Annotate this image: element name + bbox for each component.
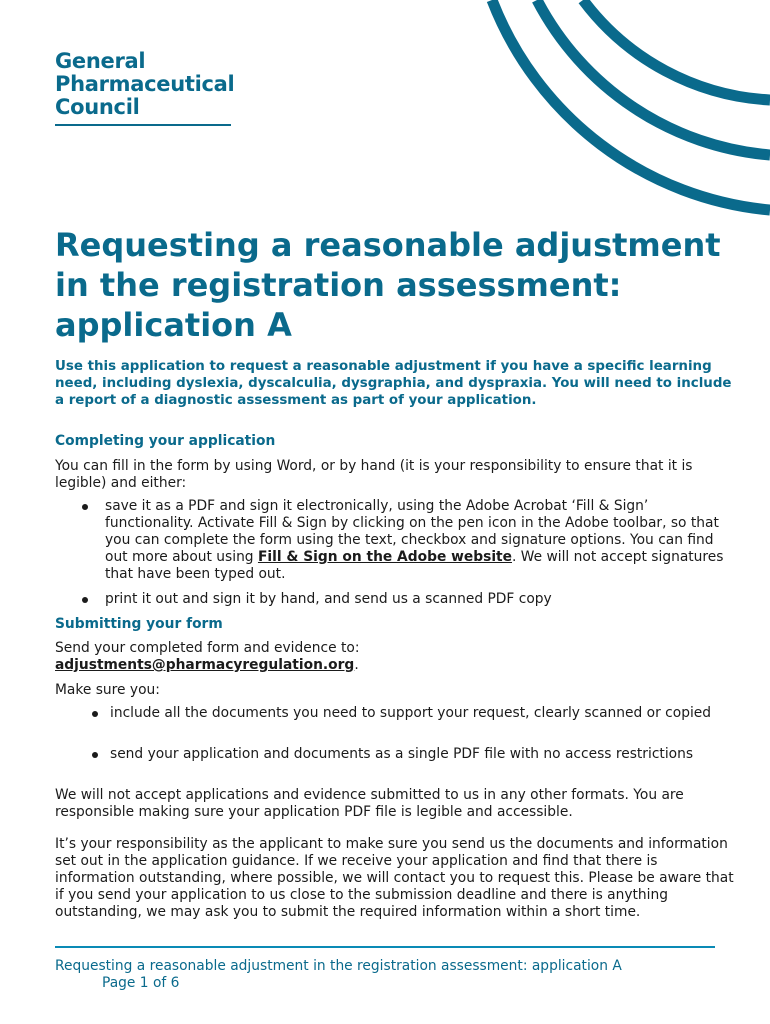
logo-line-1: General — [55, 49, 146, 73]
submitting-bullet-1: include all the documents you need to support your request, clearly scanned or copied — [110, 705, 712, 721]
paragraph-text: Send your completed form and evidence to: — [55, 640, 360, 656]
gphc-logo — [55, 50, 234, 119]
formats-paragraph: We will not accept applications and evidence submitted to us in any other formats. You are responsible making sure your application PDF file is legible and accessible. — [55, 787, 684, 820]
submitting-paragraph — [55, 640, 415, 674]
responsibility-paragraph: It’s your responsibility as the applicant to make sure you send us the documents and information set out in the application guidance. If we receive your application and find that there is information outstanding, where possible, we will contact you to request this. Please be aware that if you send your application to us close to the submission deadline and there is anything outstanding, we may ask you to submit the required information within a short time. — [55, 836, 734, 920]
footer-divider — [55, 946, 715, 948]
submitting-heading: Submitting your form — [55, 616, 223, 632]
logo-line-3: Council — [55, 95, 140, 119]
page-number: Page 1 of 6 — [102, 975, 180, 991]
email-link[interactable]: adjustments@pharmacyregulation.org — [55, 657, 355, 673]
intro-text: Use this application to request a reasonable adjustment if you have a specific learning need, including dyslexia, dyscalculia, dysgraphia, and dyspraxia. You will need to include a report of a diagnostic assessment as part of your application. — [55, 359, 732, 409]
bullet-text: . We will not accept signatures that have been typed out. — [105, 549, 724, 582]
logo-line-2: Pharmaceutical — [55, 72, 235, 96]
completing-bullet-1 — [105, 498, 725, 583]
bullet-dot — [92, 752, 98, 758]
bullet-text: save it as a PDF and sign it electronically, using the Adobe Acrobat ‘Fill & Sign’ functionality. Activate Fill & Sign by clicking on the pen icon in the Adobe toolbar, so that you can complete the form using the text, checkbox and signature options. You can find out more about using — [105, 498, 719, 565]
paragraph-text: . — [354, 657, 359, 673]
make-sure-text: Make sure you: — [55, 682, 160, 698]
page-footer — [55, 958, 735, 992]
completing-paragraph: You can fill in the form by using Word, or by hand (it is your responsibility to ensure that it is legible) and either: — [55, 458, 693, 491]
page-title: Requesting a reasonable adjustment in the registration assessment: application A — [55, 226, 721, 344]
bullet-dot — [82, 504, 88, 510]
bullet-dot — [92, 711, 98, 717]
completing-bullet-2: print it out and sign it by hand, and send us a scanned PDF copy — [105, 591, 552, 607]
completing-heading: Completing your application — [55, 433, 276, 449]
logo-underline — [55, 124, 231, 126]
footer-title: Requesting a reasonable adjustment in the registration assessment: application A — [55, 958, 622, 974]
fill-sign-link[interactable]: Fill & Sign on the Adobe website — [257, 549, 512, 565]
bullet-dot — [82, 597, 88, 603]
submitting-bullet-2: send your application and documents as a single PDF file with no access restrictions — [110, 746, 694, 762]
